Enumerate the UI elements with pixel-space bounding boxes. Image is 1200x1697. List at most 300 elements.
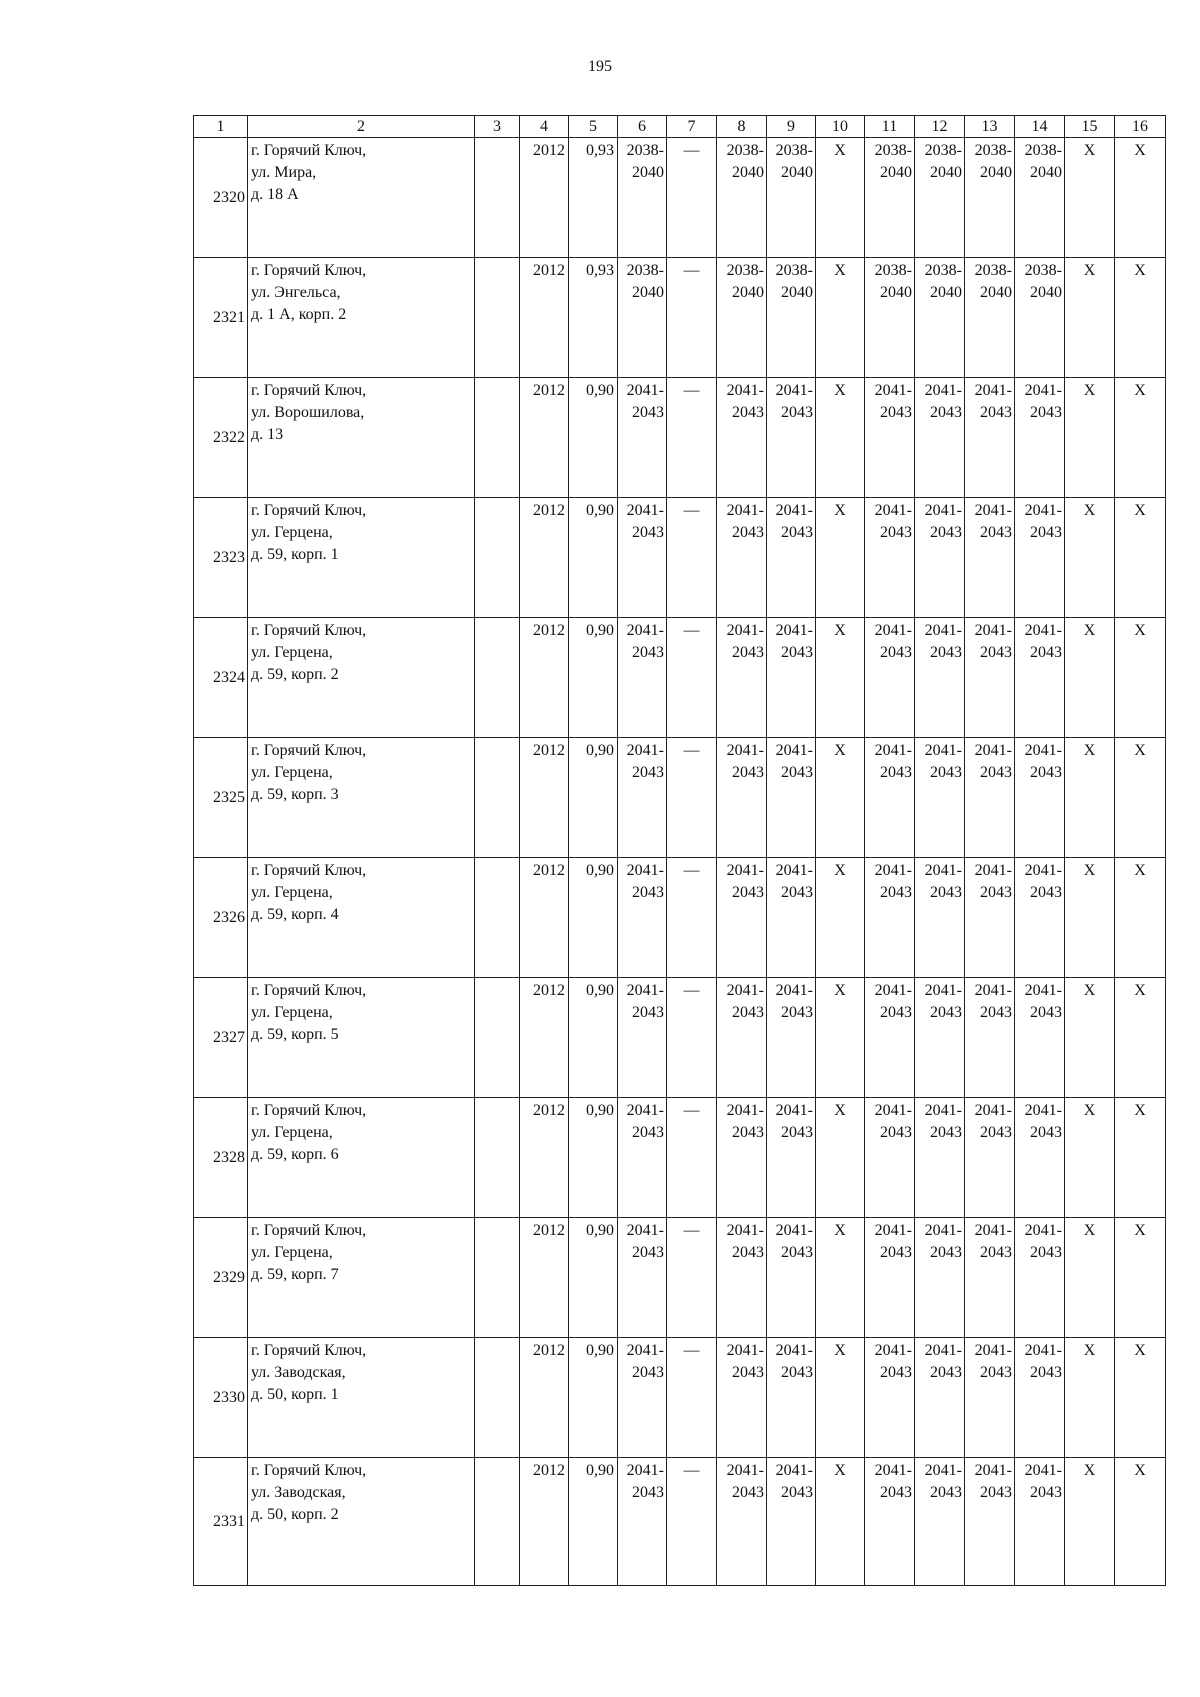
period-cell-9-line: 2038-	[775, 142, 813, 159]
x-cell-16: Х	[1115, 1098, 1166, 1218]
period-cell-8-line: 2041-	[726, 1342, 764, 1359]
row-number: 2322	[194, 378, 248, 498]
period-cell-9-line: 2041-	[775, 1342, 813, 1359]
period-cell-9	[767, 258, 816, 378]
period-cell-12	[915, 1098, 965, 1218]
period-cell-6	[618, 138, 667, 258]
column-header-16: 16	[1115, 116, 1166, 138]
period-cell-14	[1015, 498, 1065, 618]
period-cell-8-line: 2038-	[726, 142, 764, 159]
period-cell-14-line: 2043	[1030, 1364, 1062, 1381]
year-cell: 2012	[520, 258, 569, 378]
period-cell-13-line: 2043	[980, 764, 1012, 781]
period-cell-8	[717, 1458, 767, 1586]
period-cell-11-line: 2043	[880, 524, 912, 541]
address-cell-line: д. 50, корп. 2	[251, 1506, 339, 1523]
period-cell-8-line: 2043	[732, 1004, 764, 1021]
period-cell-11-line: 2041-	[874, 1462, 912, 1479]
period-cell-12-line: 2041-	[924, 1462, 962, 1479]
table-row	[194, 498, 1166, 618]
column-header-8: 8	[717, 116, 767, 138]
period-cell-6-line: 2041-	[626, 1462, 664, 1479]
period-cell-11-line: 2043	[880, 1004, 912, 1021]
x-cell-15: Х	[1065, 1338, 1115, 1458]
coefficient-cell: 0,90	[569, 858, 618, 978]
period-cell-9-line: 2041-	[775, 742, 813, 759]
period-cell-11-line: 2040	[880, 284, 912, 301]
period-cell-11	[865, 978, 915, 1098]
x-cell-15: Х	[1065, 1098, 1115, 1218]
period-cell-12	[915, 1338, 965, 1458]
period-cell-11	[865, 1098, 915, 1218]
address-cell-line: ул. Герцена,	[251, 1004, 333, 1021]
period-cell-14-line: 2041-	[1024, 382, 1062, 399]
period-cell-11-line: 2043	[880, 404, 912, 421]
period-cell-9-line: 2040	[781, 164, 813, 181]
period-cell-12-line: 2041-	[924, 862, 962, 879]
period-cell-12	[915, 1458, 965, 1586]
period-cell-9	[767, 498, 816, 618]
period-cell-6-line: 2038-	[626, 262, 664, 279]
address-cell-line: д. 13	[251, 426, 284, 443]
column-3-cell	[475, 378, 520, 498]
period-cell-13	[965, 1098, 1015, 1218]
address-cell-line: г. Горячий Ключ,	[251, 1102, 367, 1119]
table-header	[194, 116, 1166, 138]
column-3-cell	[475, 618, 520, 738]
dash-cell: —	[667, 1098, 717, 1218]
period-cell-6-line: 2043	[632, 1004, 664, 1021]
period-cell-8	[717, 858, 767, 978]
period-cell-14-line: 2043	[1030, 524, 1062, 541]
period-cell-9-line: 2041-	[775, 1462, 813, 1479]
dash-cell: —	[667, 858, 717, 978]
address-cell-line: г. Горячий Ключ,	[251, 262, 367, 279]
period-cell-8	[717, 138, 767, 258]
address-cell-line: г. Горячий Ключ,	[251, 1222, 367, 1239]
period-cell-13-line: 2043	[980, 1364, 1012, 1381]
address-cell-line: ул. Герцена,	[251, 1124, 333, 1141]
period-cell-6-line: 2041-	[626, 742, 664, 759]
period-cell-14	[1015, 738, 1065, 858]
period-cell-14	[1015, 138, 1065, 258]
address-cell-line: г. Горячий Ключ,	[251, 1342, 367, 1359]
period-cell-6	[618, 738, 667, 858]
period-cell-11-line: 2041-	[874, 382, 912, 399]
x-cell-16: Х	[1115, 738, 1166, 858]
x-cell-10: Х	[816, 858, 865, 978]
dash-cell: —	[667, 978, 717, 1098]
period-cell-11	[865, 738, 915, 858]
row-number: 2326	[194, 858, 248, 978]
column-3-cell	[475, 1338, 520, 1458]
row-number: 2320	[194, 138, 248, 258]
coefficient-cell: 0,90	[569, 1338, 618, 1458]
period-cell-8	[717, 1218, 767, 1338]
x-cell-16: Х	[1115, 1458, 1166, 1586]
period-cell-14-line: 2040	[1030, 284, 1062, 301]
period-cell-13-line: 2041-	[974, 622, 1012, 639]
column-3-cell	[475, 1458, 520, 1586]
period-cell-13-line: 2041-	[974, 982, 1012, 999]
register-table	[193, 115, 1166, 1586]
period-cell-12	[915, 498, 965, 618]
period-cell-14-line: 2041-	[1024, 1102, 1062, 1119]
dash-cell: —	[667, 498, 717, 618]
period-cell-6-line: 2041-	[626, 862, 664, 879]
period-cell-14-line: 2041-	[1024, 1222, 1062, 1239]
dash-cell: —	[667, 618, 717, 738]
year-cell: 2012	[520, 978, 569, 1098]
column-3-cell	[475, 738, 520, 858]
x-cell-16: Х	[1115, 138, 1166, 258]
period-cell-14	[1015, 258, 1065, 378]
address-cell-line: г. Горячий Ключ,	[251, 142, 367, 159]
period-cell-6	[618, 1338, 667, 1458]
period-cell-8-line: 2041-	[726, 982, 764, 999]
period-cell-6-line: 2041-	[626, 1342, 664, 1359]
period-cell-13-line: 2040	[980, 164, 1012, 181]
period-cell-12	[915, 858, 965, 978]
period-cell-13-line: 2041-	[974, 1102, 1012, 1119]
period-cell-14-line: 2043	[1030, 1244, 1062, 1261]
period-cell-11	[865, 1458, 915, 1586]
address-cell	[248, 1338, 475, 1458]
period-cell-6-line: 2041-	[626, 1222, 664, 1239]
column-header-4: 4	[520, 116, 569, 138]
period-cell-12-line: 2043	[930, 404, 962, 421]
period-cell-6-line: 2043	[632, 404, 664, 421]
period-cell-9-line: 2043	[781, 1244, 813, 1261]
period-cell-14	[1015, 1098, 1065, 1218]
dash-cell: —	[667, 258, 717, 378]
period-cell-12-line: 2041-	[924, 622, 962, 639]
period-cell-12-line: 2041-	[924, 382, 962, 399]
column-3-cell	[475, 138, 520, 258]
period-cell-12-line: 2043	[930, 884, 962, 901]
x-cell-10: Х	[816, 1338, 865, 1458]
address-cell-line: г. Горячий Ключ,	[251, 622, 367, 639]
address-cell	[248, 258, 475, 378]
period-cell-12-line: 2043	[930, 524, 962, 541]
address-cell-line: д. 59, корп. 4	[251, 906, 339, 923]
period-cell-11-line: 2043	[880, 764, 912, 781]
period-cell-13-line: 2041-	[974, 1222, 1012, 1239]
period-cell-9-line: 2041-	[775, 622, 813, 639]
year-cell: 2012	[520, 1098, 569, 1218]
address-cell	[248, 378, 475, 498]
period-cell-12	[915, 378, 965, 498]
period-cell-8-line: 2043	[732, 644, 764, 661]
period-cell-13	[965, 498, 1015, 618]
period-cell-6	[618, 978, 667, 1098]
column-header-13: 13	[965, 116, 1015, 138]
table-row	[194, 618, 1166, 738]
column-3-cell	[475, 978, 520, 1098]
period-cell-8-line: 2038-	[726, 262, 764, 279]
period-cell-11	[865, 1338, 915, 1458]
period-cell-6	[618, 1218, 667, 1338]
period-cell-6-line: 2040	[632, 164, 664, 181]
period-cell-9-line: 2043	[781, 1364, 813, 1381]
period-cell-6	[618, 258, 667, 378]
period-cell-11-line: 2043	[880, 1124, 912, 1141]
period-cell-13	[965, 858, 1015, 978]
period-cell-13-line: 2043	[980, 404, 1012, 421]
period-cell-14-line: 2041-	[1024, 742, 1062, 759]
period-cell-13-line: 2043	[980, 644, 1012, 661]
address-cell-line: ул. Герцена,	[251, 1244, 333, 1261]
row-number: 2321	[194, 258, 248, 378]
period-cell-6	[618, 858, 667, 978]
period-cell-12-line: 2043	[930, 1244, 962, 1261]
address-cell-line: г. Горячий Ключ,	[251, 742, 367, 759]
table-row	[194, 258, 1166, 378]
coefficient-cell: 0,90	[569, 1458, 618, 1586]
period-cell-9-line: 2041-	[775, 1102, 813, 1119]
period-cell-13	[965, 258, 1015, 378]
year-cell: 2012	[520, 738, 569, 858]
header-row	[194, 116, 1166, 138]
period-cell-9-line: 2043	[781, 884, 813, 901]
address-cell-line: д. 18 А	[251, 186, 299, 203]
coefficient-cell: 0,90	[569, 738, 618, 858]
address-cell-line: г. Горячий Ключ,	[251, 862, 367, 879]
period-cell-12-line: 2038-	[924, 142, 962, 159]
period-cell-14-line: 2041-	[1024, 1342, 1062, 1359]
period-cell-6-line: 2043	[632, 1244, 664, 1261]
address-cell-line: г. Горячий Ключ,	[251, 982, 367, 999]
period-cell-12-line: 2041-	[924, 982, 962, 999]
period-cell-12	[915, 978, 965, 1098]
period-cell-11-line: 2041-	[874, 742, 912, 759]
period-cell-14-line: 2041-	[1024, 502, 1062, 519]
address-cell	[248, 498, 475, 618]
period-cell-12-line: 2041-	[924, 1102, 962, 1119]
period-cell-9	[767, 1218, 816, 1338]
row-number: 2324	[194, 618, 248, 738]
x-cell-15: Х	[1065, 978, 1115, 1098]
column-header-7: 7	[667, 116, 717, 138]
period-cell-13	[965, 378, 1015, 498]
period-cell-11-line: 2041-	[874, 862, 912, 879]
period-cell-12-line: 2043	[930, 1484, 962, 1501]
period-cell-13	[965, 618, 1015, 738]
column-header-2: 2	[248, 116, 475, 138]
period-cell-12	[915, 738, 965, 858]
period-cell-6	[618, 378, 667, 498]
period-cell-11	[865, 498, 915, 618]
column-3-cell	[475, 1218, 520, 1338]
period-cell-11-line: 2041-	[874, 502, 912, 519]
coefficient-cell: 0,93	[569, 138, 618, 258]
period-cell-11-line: 2041-	[874, 622, 912, 639]
period-cell-14-line: 2043	[1030, 1124, 1062, 1141]
period-cell-14-line: 2041-	[1024, 622, 1062, 639]
x-cell-10: Х	[816, 738, 865, 858]
address-cell-line: г. Горячий Ключ,	[251, 502, 367, 519]
period-cell-14-line: 2041-	[1024, 1462, 1062, 1479]
period-cell-11	[865, 258, 915, 378]
period-cell-11-line: 2040	[880, 164, 912, 181]
period-cell-6-line: 2043	[632, 1364, 664, 1381]
period-cell-12	[915, 618, 965, 738]
column-header-6: 6	[618, 116, 667, 138]
period-cell-9-line: 2038-	[775, 262, 813, 279]
period-cell-6-line: 2043	[632, 764, 664, 781]
period-cell-9-line: 2043	[781, 524, 813, 541]
address-cell-line: ул. Герцена,	[251, 884, 333, 901]
period-cell-13	[965, 978, 1015, 1098]
x-cell-16: Х	[1115, 1218, 1166, 1338]
x-cell-10: Х	[816, 1098, 865, 1218]
dash-cell: —	[667, 378, 717, 498]
column-header-14: 14	[1015, 116, 1065, 138]
period-cell-9-line: 2043	[781, 1124, 813, 1141]
period-cell-9-line: 2043	[781, 764, 813, 781]
period-cell-13-line: 2041-	[974, 1462, 1012, 1479]
period-cell-8-line: 2041-	[726, 382, 764, 399]
period-cell-8	[717, 1338, 767, 1458]
period-cell-8	[717, 978, 767, 1098]
column-header-11: 11	[865, 116, 915, 138]
period-cell-6-line: 2043	[632, 1124, 664, 1141]
x-cell-15: Х	[1065, 498, 1115, 618]
address-cell	[248, 1218, 475, 1338]
period-cell-6	[618, 498, 667, 618]
period-cell-9-line: 2040	[781, 284, 813, 301]
period-cell-11	[865, 618, 915, 738]
address-cell	[248, 618, 475, 738]
period-cell-13-line: 2043	[980, 1244, 1012, 1261]
period-cell-8-line: 2043	[732, 404, 764, 421]
column-header-9: 9	[767, 116, 816, 138]
dash-cell: —	[667, 138, 717, 258]
x-cell-10: Х	[816, 258, 865, 378]
table-row	[194, 1458, 1166, 1586]
address-cell-line: ул. Заводская,	[251, 1484, 346, 1501]
x-cell-15: Х	[1065, 858, 1115, 978]
period-cell-9	[767, 378, 816, 498]
address-cell	[248, 1458, 475, 1586]
period-cell-8-line: 2041-	[726, 862, 764, 879]
period-cell-13-line: 2043	[980, 1484, 1012, 1501]
period-cell-9-line: 2041-	[775, 982, 813, 999]
period-cell-11-line: 2038-	[874, 142, 912, 159]
period-cell-12-line: 2043	[930, 1364, 962, 1381]
period-cell-13	[965, 1458, 1015, 1586]
period-cell-12-line: 2038-	[924, 262, 962, 279]
period-cell-9-line: 2043	[781, 1004, 813, 1021]
period-cell-8-line: 2041-	[726, 1102, 764, 1119]
address-cell-line: д. 59, корп. 1	[251, 546, 339, 563]
period-cell-8-line: 2040	[732, 164, 764, 181]
period-cell-13-line: 2041-	[974, 1342, 1012, 1359]
period-cell-14-line: 2038-	[1024, 262, 1062, 279]
period-cell-9	[767, 1098, 816, 1218]
period-cell-14	[1015, 978, 1065, 1098]
period-cell-6-line: 2038-	[626, 142, 664, 159]
x-cell-15: Х	[1065, 738, 1115, 858]
period-cell-11-line: 2041-	[874, 1222, 912, 1239]
period-cell-8-line: 2043	[732, 1484, 764, 1501]
column-3-cell	[475, 258, 520, 378]
period-cell-6-line: 2041-	[626, 502, 664, 519]
period-cell-8-line: 2043	[732, 1124, 764, 1141]
period-cell-6-line: 2041-	[626, 622, 664, 639]
period-cell-14	[1015, 378, 1065, 498]
period-cell-8	[717, 258, 767, 378]
period-cell-12-line: 2040	[930, 284, 962, 301]
address-cell-line: д. 59, корп. 7	[251, 1266, 339, 1283]
period-cell-11	[865, 378, 915, 498]
period-cell-9	[767, 1458, 816, 1586]
address-cell-line: д. 50, корп. 1	[251, 1386, 339, 1403]
period-cell-9-line: 2041-	[775, 1222, 813, 1239]
x-cell-10: Х	[816, 1458, 865, 1586]
period-cell-9	[767, 618, 816, 738]
period-cell-8	[717, 378, 767, 498]
period-cell-13-line: 2041-	[974, 382, 1012, 399]
coefficient-cell: 0,90	[569, 618, 618, 738]
address-cell-line: г. Горячий Ключ,	[251, 382, 367, 399]
period-cell-14	[1015, 618, 1065, 738]
period-cell-12	[915, 138, 965, 258]
address-cell-line: ул. Герцена,	[251, 644, 333, 661]
period-cell-9	[767, 1338, 816, 1458]
column-header-1: 1	[194, 116, 248, 138]
period-cell-14-line: 2043	[1030, 404, 1062, 421]
period-cell-8	[717, 498, 767, 618]
x-cell-15: Х	[1065, 618, 1115, 738]
period-cell-12-line: 2041-	[924, 502, 962, 519]
address-cell	[248, 1098, 475, 1218]
period-cell-14-line: 2041-	[1024, 982, 1062, 999]
page-number: 195	[588, 58, 612, 75]
address-cell-line: ул. Заводская,	[251, 1364, 346, 1381]
x-cell-15: Х	[1065, 258, 1115, 378]
period-cell-12-line: 2040	[930, 164, 962, 181]
table-row	[194, 1218, 1166, 1338]
x-cell-16: Х	[1115, 978, 1166, 1098]
period-cell-11-line: 2038-	[874, 262, 912, 279]
period-cell-11	[865, 1218, 915, 1338]
period-cell-13-line: 2043	[980, 884, 1012, 901]
period-cell-8-line: 2040	[732, 284, 764, 301]
address-cell	[248, 978, 475, 1098]
coefficient-cell: 0,93	[569, 258, 618, 378]
period-cell-12-line: 2043	[930, 764, 962, 781]
period-cell-12	[915, 258, 965, 378]
period-cell-11	[865, 858, 915, 978]
x-cell-16: Х	[1115, 498, 1166, 618]
address-cell-line: ул. Ворошилова,	[251, 404, 365, 421]
period-cell-9	[767, 978, 816, 1098]
address-cell-line: ул. Герцена,	[251, 764, 333, 781]
dash-cell: —	[667, 738, 717, 858]
x-cell-16: Х	[1115, 618, 1166, 738]
year-cell: 2012	[520, 1458, 569, 1586]
period-cell-6-line: 2043	[632, 884, 664, 901]
period-cell-8-line: 2043	[732, 1244, 764, 1261]
address-cell-line: ул. Герцена,	[251, 524, 333, 541]
period-cell-6	[618, 1458, 667, 1586]
period-cell-11-line: 2043	[880, 1244, 912, 1261]
table-row	[194, 738, 1166, 858]
period-cell-8	[717, 1098, 767, 1218]
year-cell: 2012	[520, 858, 569, 978]
period-cell-8-line: 2041-	[726, 622, 764, 639]
